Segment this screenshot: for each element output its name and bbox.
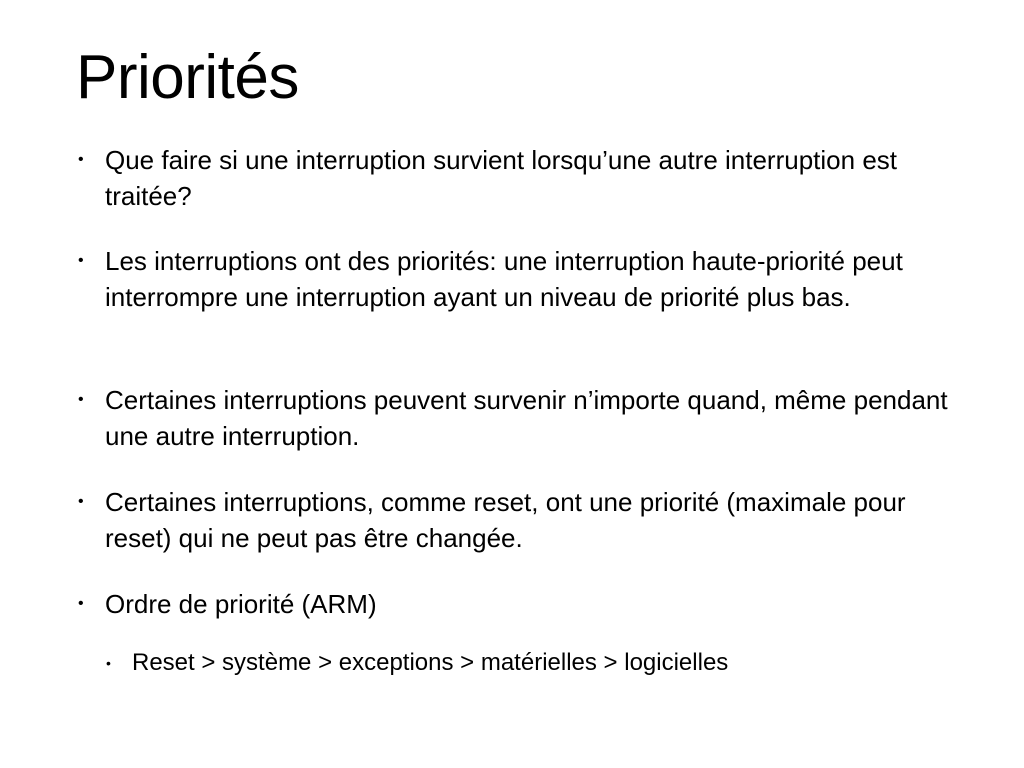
- bullet-dot-icon: •: [78, 151, 84, 168]
- sub-bullet-text: Reset > système > exceptions > matérielles > logicielles: [132, 649, 729, 676]
- bullet-text: Les interruptions ont des priorités: une interruption haute-priorité peut interrompre une interruption ayant un niveau de priorité plus bas.: [105, 246, 903, 312]
- slide-title: Priorités: [76, 43, 299, 112]
- bullet-dot-icon: •: [78, 595, 84, 612]
- bullet-text: Que faire si une interruption survient lorsqu’une autre interruption est traitée?: [105, 145, 897, 211]
- sub-bullet-dot-icon: •: [106, 655, 111, 671]
- bullet-text: Certaines interruptions, comme reset, ont une priorité (maximale pour reset) qui ne peut pas être changée.: [105, 487, 906, 553]
- bullet-item: [78, 142, 958, 214]
- bullet-dot-icon: •: [78, 391, 84, 408]
- bullet-item: [78, 484, 958, 556]
- bullet-item: [78, 243, 958, 315]
- bullet-item: [78, 382, 958, 454]
- bullet-dot-icon: •: [78, 252, 84, 269]
- bullet-text: Certaines interruptions peuvent survenir n’importe quand, même pendant une autre interruption.: [105, 385, 948, 451]
- bullet-text: Ordre de priorité (ARM): [105, 589, 377, 619]
- sub-bullet-item: [106, 646, 966, 680]
- bullet-item: [78, 586, 958, 622]
- bullet-dot-icon: •: [78, 493, 84, 510]
